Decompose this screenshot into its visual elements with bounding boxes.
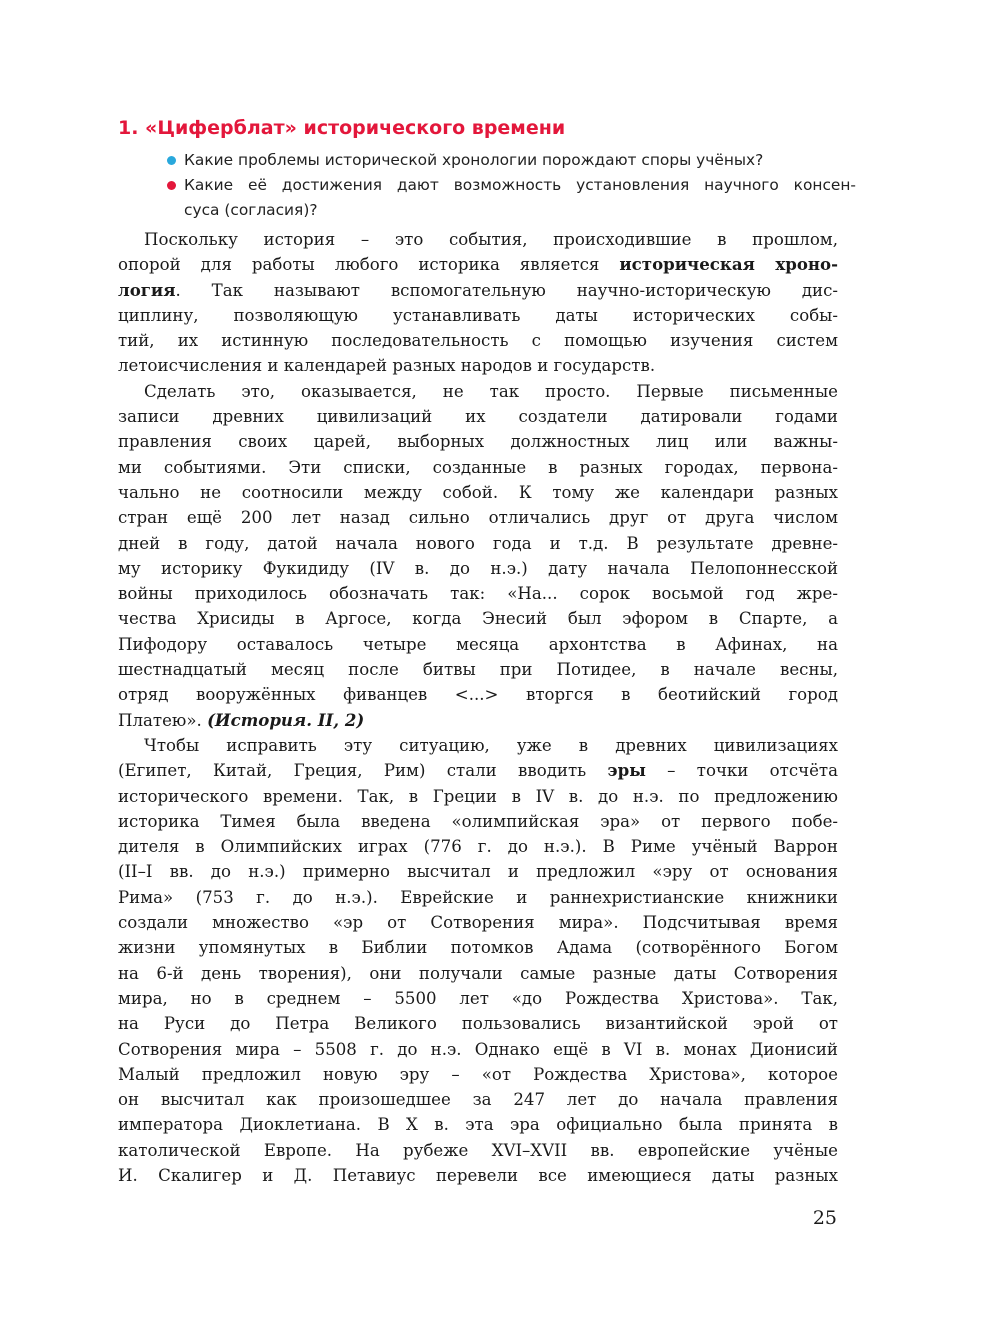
text-line: Малый предложил новую эру – «от Рождества Христова», которое: [118, 1064, 838, 1084]
text-line: историка Тимея была введена «олимпийская эра» от первого побе-: [118, 811, 838, 831]
text-line: дней в году, датой начала нового года и т.д. В результате древне-: [118, 533, 838, 553]
text-line: католической Европе. На рубеже XVI–XVII вв. европейские учёные: [118, 1140, 838, 1160]
text-line: записи древних цивилизаций их создатели датировали годами: [118, 407, 838, 427]
text-line: И. Скалигер и Д. Петавиус перевели все имеющиеся даты разных: [118, 1165, 838, 1185]
body-text: [118, 227, 838, 1188]
text-run: – точки отсчёта: [645, 761, 838, 781]
text-line: [118, 278, 838, 303]
text-line: шестнадцатый месяц после битвы при Потидее, в начале весны,: [118, 660, 838, 680]
question-text: суса (согласия)?: [184, 201, 318, 219]
text-line: [118, 708, 838, 733]
text-line: [118, 758, 838, 783]
text-line: тий, их истинную последовательность с помощью изучения систем: [118, 331, 838, 351]
text-line: Рима» (753 г. до н.э.). Еврейские и раннехристианские книжники: [118, 887, 838, 907]
text-line: отряд вооружённых фиванцев <...> вторгся в беотийский город: [118, 685, 838, 705]
text-line: ми событиями. Эти списки, созданные в разных городах, первона-: [118, 457, 838, 477]
citation: (История. II, 2): [207, 709, 365, 730]
text-line: мира, но в среднем – 5500 лет «до Рождества Христова». Так,: [118, 988, 838, 1008]
text-line: [118, 252, 838, 277]
text-line: на 6-й день творения), они получали самые разные даты Сотворения: [118, 963, 838, 983]
text-line: летоисчисления и календарей разных народов и государств.: [118, 356, 656, 376]
text-line: му историку Фукидиду (IV в. до н.э.) дату начала Пелопоннесской: [118, 558, 838, 578]
text-line: жизни упомянутых в Библии потомков Адама (сотворённого Богом: [118, 938, 838, 958]
review-questions: [166, 148, 856, 223]
paragraph: [118, 379, 838, 733]
paragraph: [118, 733, 838, 1188]
text-line: исторического времени. Так, в Греции в IV в. до н.э. по предложению: [118, 786, 838, 806]
term-bold: эры: [607, 760, 646, 781]
text-line: Пифодору оставалось четыре месяца архонтства в Афинах, на: [118, 634, 838, 654]
text-line: он высчитал как произошедшее за 247 лет до начала правления: [118, 1090, 838, 1110]
page-number: 25: [812, 1207, 837, 1229]
term-bold: логия: [118, 279, 176, 300]
text-line: Сделать это, оказывается, не так просто. Первые письменные: [144, 381, 838, 401]
text-line: Поскольку история – это события, происходившие в прошлом,: [144, 230, 838, 249]
text-line: дителя в Олимпийских играх (776 г. до н.э.). В Риме учёный Варрон: [118, 837, 838, 857]
text-line: создали множество «эр от Сотворения мира». Подсчитывая время: [118, 913, 838, 933]
text-line: циплину, позволяющую устанавливать даты исторических собы-: [118, 305, 838, 325]
question-text: Какие её достижения дают возможность установления научного консен-: [184, 176, 856, 194]
text-run: опорой для работы любого историка является: [118, 255, 620, 275]
text-run: Платею».: [118, 710, 208, 730]
blue-bullet-icon: [167, 156, 176, 165]
section-heading: 1. «Циферблат» исторического времени: [118, 117, 566, 139]
text-line: Сотворения мира – 5508 г. до н.э. Однако ещё в VI в. монах Дионисий: [118, 1039, 838, 1059]
text-line: императора Диоклетиана. В X в. эта эра официально была принята в: [118, 1115, 838, 1135]
text-run: (Египет, Китай, Греция, Рим) стали вводить: [118, 761, 608, 781]
text-line: стран ещё 200 лет назад сильно отличались друг от друга числом: [118, 508, 838, 528]
text-line: правления своих царей, выборных должностных лиц или важны-: [118, 432, 838, 452]
text-line: чества Хрисиды в Аргосе, когда Энесий был эфором в Спарте, а: [118, 609, 838, 629]
text-line: чально не соотносили между собой. К тому же календари разных: [118, 482, 838, 502]
text-line: войны приходилось обозначать так: «На... сорок восьмой год жре-: [118, 584, 838, 604]
question-item: [166, 173, 856, 223]
paragraph: [118, 227, 838, 379]
term-bold: историческая хроно-: [619, 254, 838, 275]
text-line: (II–I вв. до н.э.) примерно высчитал и предложил «эру от основания: [118, 862, 838, 882]
question-text: Какие проблемы исторической хронологии порождают споры учёных?: [184, 151, 764, 169]
text-line: Чтобы исправить эту ситуацию, уже в древних цивилизациях: [144, 735, 838, 755]
red-bullet-icon: [167, 181, 176, 190]
question-item: [166, 148, 856, 173]
text-run: . Так называют вспомогательную научно-историческую дис-: [175, 280, 838, 300]
text-line: на Руси до Петра Великого пользовались византийской эрой от: [118, 1014, 838, 1034]
